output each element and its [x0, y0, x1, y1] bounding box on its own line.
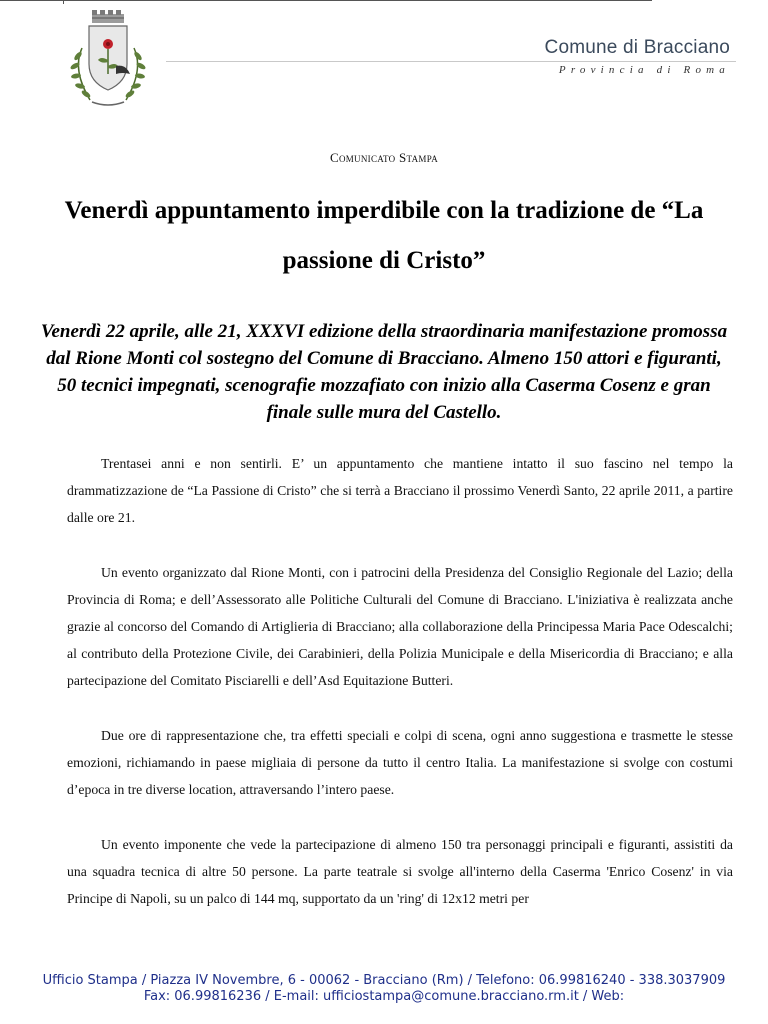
document-subtitle: Venerdì 22 aprile, alle 21, XXXVI edizione della straordinaria manifestazione promossa dal Rione Monti col sostegno del Comune di Bracciano. Almeno 150 attori e figuranti, 50 tecnici impegnati, scenografie mozzafiato con inizio alla Caserma Cosenz e gran finale sulle mura del Castello.	[40, 321, 728, 423]
header-rule	[166, 61, 736, 62]
page-footer	[40, 973, 728, 1005]
document-body	[67, 450, 733, 940]
top-rule-tick	[63, 0, 64, 4]
top-rule	[0, 0, 652, 1]
coat-of-arms-icon	[62, 8, 154, 116]
body-paragraph: Due ore di rappresentazione che, tra effetti speciali e colpi di scena, ogni anno suggestiona e trasmette le stesse emozioni, richiamando in paese migliaia di persone da tutto il centro Italia. La manifestazione si svolge con costumi d’epoca in tre diverse location, attraversando l’intero paese.	[67, 728, 733, 797]
crown-icon	[92, 10, 124, 23]
body-paragraph: Un evento imponente che vede la partecipazione di almeno 150 tra personaggi principali e figuranti, assistiti da una squadra tecnica di altre 50 persone. La parte teatrale si svolge all'interno della Caserma 'Enrico Cosenz' in via Principe di Napoli, su un palco di 144 mq, supportato da un 'ring' di 12x12 metri per	[67, 837, 733, 906]
document-label: Comunicato Stampa	[329, 150, 439, 165]
body-paragraph: Trentasei anni e non sentirli. E’ un appuntamento che mantiene intatto il suo fascino nel tempo la drammatizzazione de “La Passione di Cristo” che si terrà a Bracciano il prossimo Venerdì Santo, 22 aprile 2011, a partire dalle ore 21.	[67, 456, 733, 525]
comune-name: Comune di Bracciano	[544, 37, 730, 58]
footer-contacts: Fax: 06.99816236 / E-mail: ufficiostampa@comune.bracciano.rm.it / Web:	[143, 989, 625, 1004]
footer-address: Ufficio Stampa / Piazza IV Novembre, 6 - 00062 - Bracciano (Rm) / Telefono: 06.99816240 - 338.3037909	[42, 973, 726, 988]
body-paragraph: Un evento organizzato dal Rione Monti, con i patrocini della Presidenza del Consiglio Regionale del Lazio; della Provincia di Roma; e dell’Assessorato alle Politiche Culturali del Comune di Bracciano. L'iniziativa è realizzata anche grazie al concorso del Comando di Artiglieria di Bracciano; alla collaborazione della Principessa Maria Pace Odescalchi; al contributo della Protezione Civile, dei Carabinieri, della Polizia Municipale e della Misericordia di Bracciano; e alla partecipazione del Comitato Pisciarelli e dell’Asd Equitazione Butteri.	[67, 565, 733, 688]
provincia-name: Provincia di Roma	[558, 64, 730, 76]
document-title: Venerdì appuntamento imperdibile con la tradizione de “La passione di Cristo”	[64, 197, 704, 274]
